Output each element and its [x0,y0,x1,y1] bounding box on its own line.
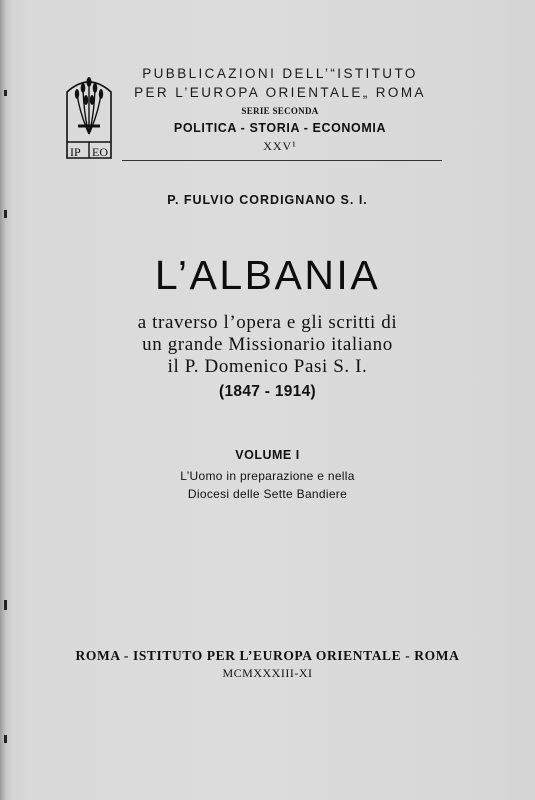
publisher-emblem [64,70,114,160]
volume-label: VOLUME I [235,448,300,462]
header-divider [122,160,442,161]
emblem-letters-right: EO [92,145,108,159]
subtitle-line-3: il P. Domenico Pasi S. I. [167,356,368,377]
book-title: L’ALBANIA [154,252,381,298]
volume-subtitle-line-2: Diocesi delle Sette Bandiere [187,487,348,501]
wheat-sheaf-icon [77,82,101,134]
series-number: XXV¹ [263,139,297,153]
binding-mark [4,210,7,218]
series-subjects: POLITICA - STORIA - ECONOMIA [173,121,387,135]
life-dates: (1847 - 1914) [219,383,316,400]
emblem-letters-left: IP [70,145,81,159]
imprint: ROMA - ISTITUTO PER L’EUROPA ORIENTALE - ROMA [75,648,460,663]
binding-mark [4,600,7,610]
series-label: SERIE SECONDA [241,106,319,116]
publisher-line-2: PER L’EUROPA ORIENTALE„ ROMA [134,85,426,100]
publisher-line-1: PUBBLICAZIONI DELL’“ISTITUTO [142,66,418,81]
author: P. FULVIO CORDIGNANO S. I. [167,193,368,207]
binding-mark [4,90,7,96]
volume-subtitle-line-1: L’Uomo in preparazione e nella [180,469,355,483]
subtitle-line-2: un grande Missionario italiano [142,334,393,355]
publication-year: MCMXXXIII-XI [222,666,313,680]
subtitle-line-1: a traverso l’opera e gli scritti di [137,312,398,333]
binding-mark [4,735,7,743]
